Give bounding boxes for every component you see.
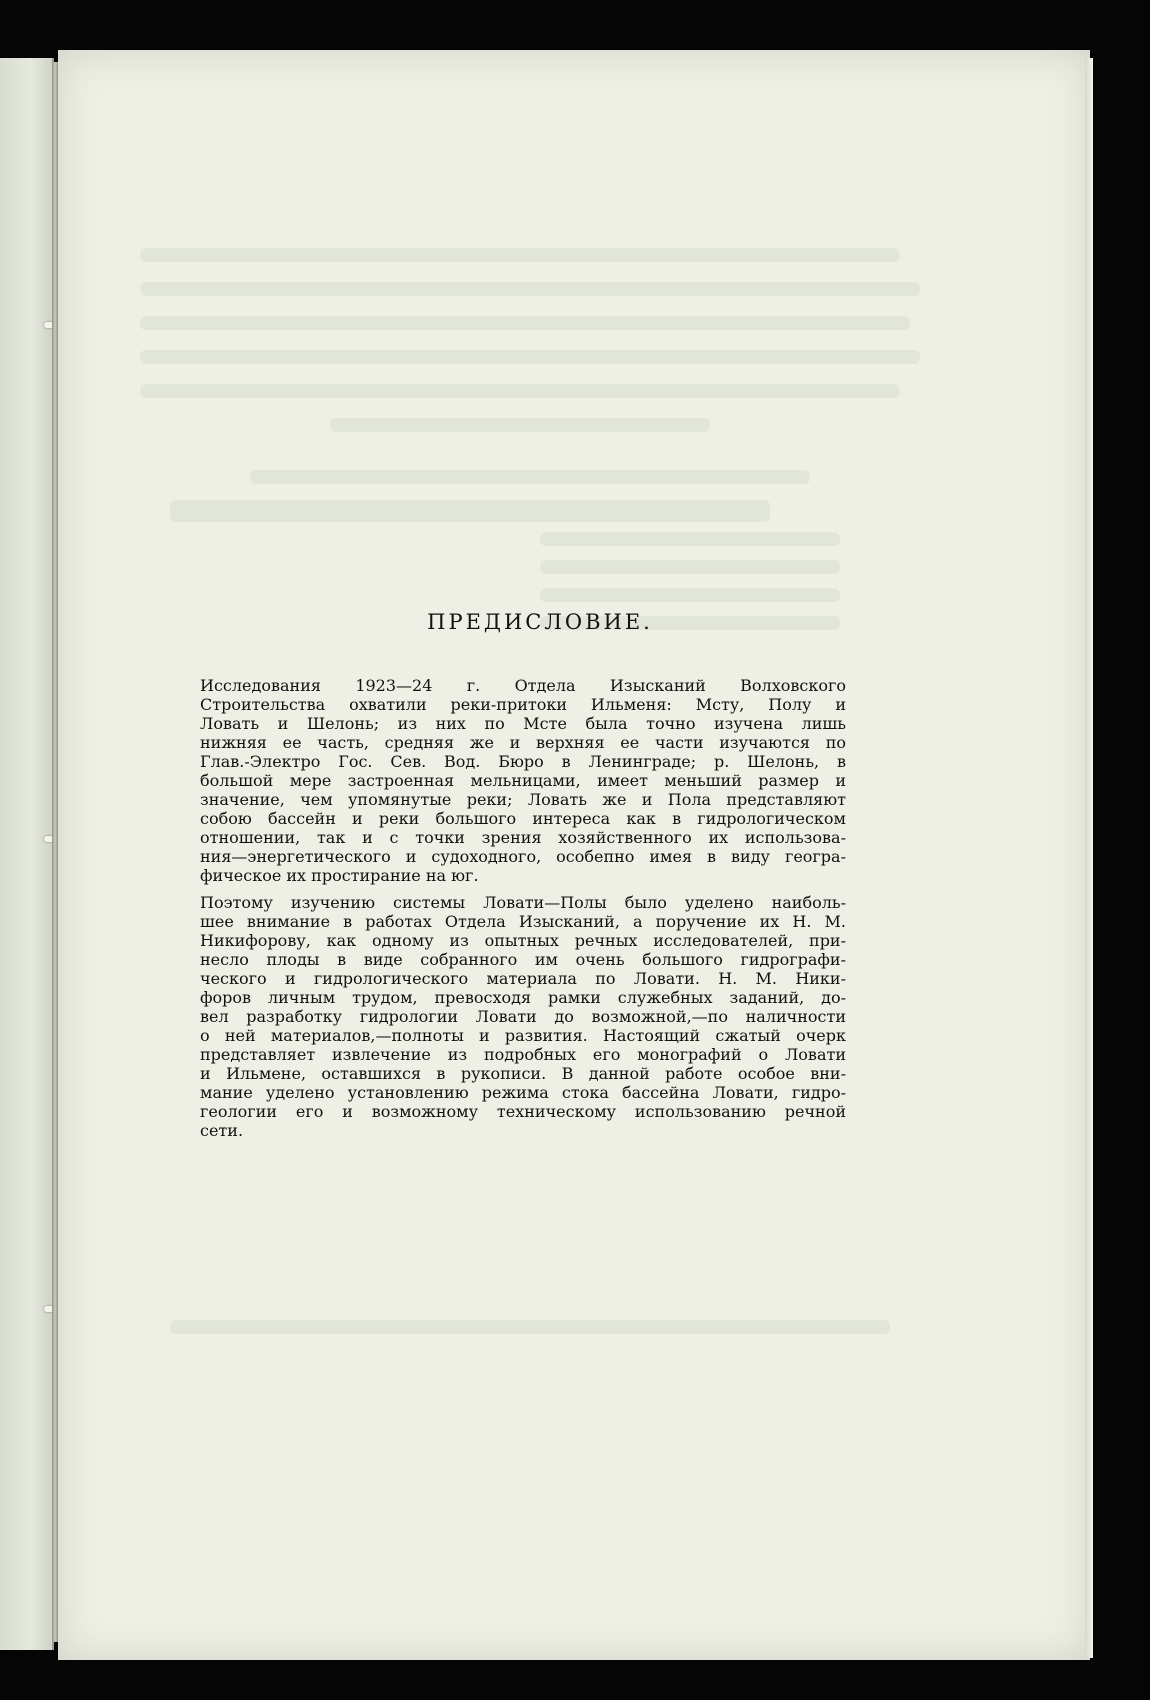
text-body: [200, 610, 846, 1148]
text-line: большой мере застроенная мельницами, имеет меньший размер и: [200, 771, 846, 790]
text-line: вел разработку гидрологии Ловати до возможной,—по наличности: [200, 1007, 846, 1026]
text-line: представляет извлечение из подробных его монографий о Ловати: [200, 1045, 846, 1064]
text-line: форов личным трудом, превосходя рамки служебных заданий, до-: [200, 988, 846, 1007]
text-line: значение, чем упомянутые реки; Ловать же и Пола представляют: [200, 790, 846, 809]
text-line: Ловать и Шелонь; из них по Мсте была точно изучена лишь: [200, 714, 846, 733]
text-line: ния—энергетического и судоходного, особепно имея в виду геогра-: [200, 847, 846, 866]
text-line: и Ильмене, оставшихся в рукописи. В данной работе особое вни-: [200, 1064, 846, 1083]
text-line: мание уделено установлению режима стока бассейна Ловати, гидро-: [200, 1083, 846, 1102]
text-line: несло плоды в виде собранного им очень большого гидрографи-: [200, 950, 846, 969]
text-line: Строительства охватили реки-притоки Ильменя: Мсту, Полу и: [200, 695, 846, 714]
text-line: собою бассейн и реки большого интереса как в гидрологическом: [200, 809, 846, 828]
text-line: сети.: [200, 1121, 244, 1140]
text-line: отношении, так и с точки зрения хозяйственного их использова-: [200, 828, 846, 847]
text-line: фическое их простирание на юг.: [200, 866, 479, 885]
paragraph: [200, 676, 846, 885]
text-line: Поэтому изучению системы Ловати—Полы было уделено наиболь-: [200, 893, 846, 912]
adjacent-page-edge: [0, 58, 54, 1650]
text-line: Никифорову, как одному из опытных речных исследователей, при-: [200, 931, 846, 950]
text-line: ческого и гидрологического материала по Ловати. Н. М. Ники-: [200, 969, 846, 988]
text-line: Глав.-Электро Гос. Сев. Вод. Бюро в Ленинграде; р. Шелонь, в: [200, 752, 846, 771]
text-line: шее внимание в работах Отдела Изысканий, а поручение их Н. М.: [200, 912, 846, 931]
page-edge: [1085, 58, 1093, 1658]
text-line: геологии его и возможному техническому использованию речной: [200, 1102, 846, 1121]
text-line: нижняя ее часть, средняя же и верхняя ее части изучаются по: [200, 733, 846, 752]
page-heading: ПРЕДИСЛОВИЕ.: [427, 610, 653, 634]
text-line: о ней материалов,—полноты и развития. Настоящий сжатый очерк: [200, 1026, 846, 1045]
text-line: Исследования 1923—24 г. Отдела Изысканий Волховского: [200, 676, 846, 695]
paragraph: [200, 893, 846, 1140]
